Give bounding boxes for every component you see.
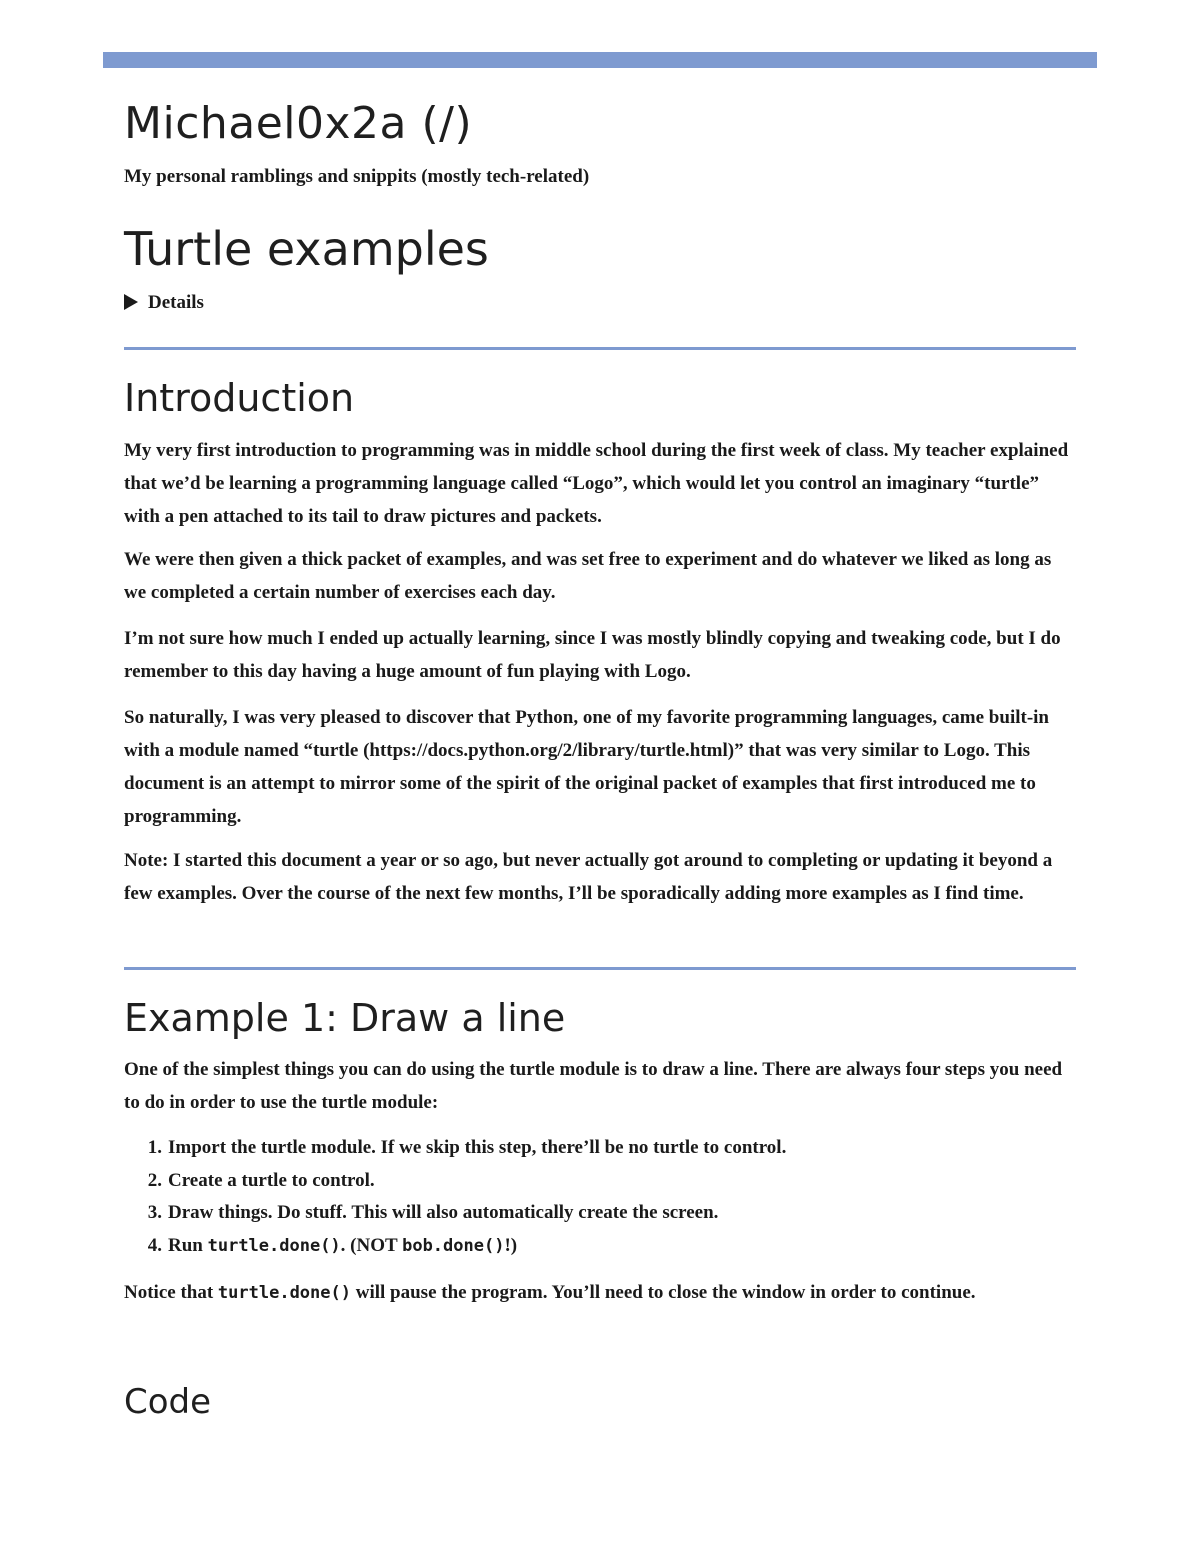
details-label: Details bbox=[148, 292, 204, 313]
example1-heading: Example 1: Draw a line bbox=[124, 996, 566, 1040]
list-item-number: 4. bbox=[147, 1234, 162, 1256]
inline-code: turtle.done() bbox=[217, 1283, 351, 1303]
notice-paragraph bbox=[124, 1276, 1076, 1310]
step4-prefix: Run bbox=[168, 1234, 208, 1256]
list-item-number: 1. bbox=[147, 1137, 162, 1158]
list-item-text: Import the turtle module. If we skip this step, there’ll be no turtle to control. bbox=[168, 1137, 787, 1158]
code-heading: Code bbox=[124, 1382, 212, 1422]
site-home-link[interactable]: Michael0x2a (/) bbox=[124, 98, 473, 149]
inline-code: bob.done() bbox=[402, 1235, 505, 1256]
intro-p4-after: ” that was very similar to Logo. This document is an attempt to mirror some of the spirit of the original packet of examples that first introduced me to programming. bbox=[124, 740, 1036, 827]
step4-middle: . (NOT bbox=[340, 1234, 403, 1256]
inline-code: turtle.done() bbox=[207, 1235, 341, 1256]
list-item bbox=[130, 1230, 1082, 1263]
intro-paragraph-1: My very first introduction to programming was in middle school during the first week of class. My teacher explained that we’d be learning a programming language called “Logo”, which would let you control an imaginary “turtle” with a pen attached to its tail to draw pictures and packets. bbox=[124, 440, 1069, 527]
notice-prefix: Notice that bbox=[124, 1282, 218, 1303]
intro-paragraph-2: We were then given a thick packet of examples, and was set free to experiment and do whatever we liked as long as we completed a certain number of exercises each day. bbox=[124, 549, 1052, 603]
top-accent-bar bbox=[103, 52, 1097, 68]
intro-note-paragraph: Note: I started this document a year or so ago, but never actually got around to completing or updating it beyond a few examples. Over the course of the next few months, I’ll be sporadically adding more examples as I find time. bbox=[124, 850, 1053, 904]
list-item-number: 2. bbox=[147, 1169, 162, 1191]
list-item bbox=[130, 1197, 1082, 1230]
triangle-right-icon bbox=[124, 294, 138, 310]
step4-suffix: !) bbox=[504, 1234, 518, 1256]
list-item-text: Draw things. Do stuff. This will also automatically create the screen. bbox=[168, 1202, 719, 1223]
list-item-text: Create a turtle to control. bbox=[168, 1169, 375, 1191]
details-toggle[interactable] bbox=[124, 292, 204, 314]
intro-p4-before: So naturally, I was very pleased to discover that Python, one of my favorite programming languages, came built-in with a module named “ bbox=[124, 707, 1049, 761]
page-title: Turtle examples bbox=[124, 222, 489, 276]
section-divider bbox=[124, 347, 1076, 350]
turtle-docs-link[interactable]: turtle (https://docs.python.org/2/library/turtle.html) bbox=[312, 740, 735, 761]
intro-paragraph-3: I’m not sure how much I ended up actually learning, since I was mostly blindly copying and tweaking code, but I do remember to this day having a huge amount of fun playing with Logo. bbox=[124, 628, 1061, 682]
section-divider bbox=[124, 967, 1076, 970]
list-item bbox=[130, 1132, 1082, 1165]
notice-suffix: will pause the program. You’ll need to close the window in order to continue. bbox=[350, 1282, 976, 1303]
example1-intro-paragraph: One of the simplest things you can do using the turtle module is to draw a line. There are always four steps you need to do in order to use the turtle module: bbox=[124, 1059, 1063, 1113]
steps-list bbox=[130, 1132, 1082, 1262]
site-tagline: My personal ramblings and snippits (mostly tech-related) bbox=[124, 166, 590, 187]
list-item bbox=[130, 1165, 1082, 1198]
intro-paragraph-4 bbox=[124, 701, 1076, 833]
site-title bbox=[124, 98, 472, 149]
intro-heading: Introduction bbox=[124, 376, 355, 420]
list-item-number: 3. bbox=[147, 1202, 162, 1223]
